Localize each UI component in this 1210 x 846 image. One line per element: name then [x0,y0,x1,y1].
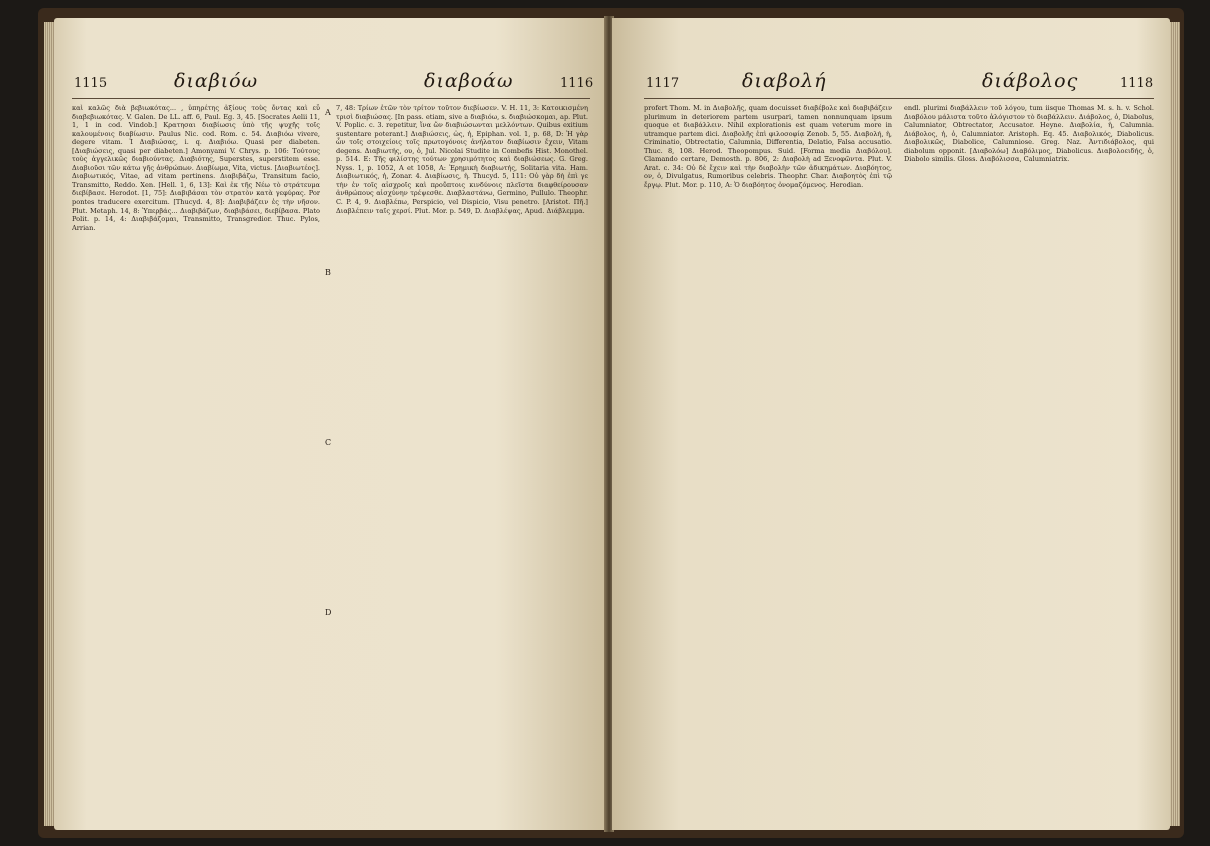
right-page-header [612,70,1170,96]
page-number-1115: 1115 [74,76,108,91]
right-page-column-a: profert Thom. M. in Διαβολῆς, quam docuisset διαβέβολε καὶ διαβιβάζειν plurimum in deteriorem partem usurpari, tamen nonnunquam ipsum quoque et διαβάλλειν. Nihil explorationis est quam veterum more in utramque partem dici. Διαβολῆς ἐπὶ φιλοσοφίᾳ Zenob. 5, 55. Διαβολή, ἡ, Criminatio, Obtrectatio, Calumnia, Differentia, Delatio, Falsa accusatio. Thuc. 8, 108. Herod. Theopompus. Suid. [Forma media Διαβόλου]. Clamando certare, Demosth. p. 806, 2: Διαβολὴ ad Ξενοφῶντα. Plut. V. Arat. c. 34: Οὐ δὲ ἔχειν καὶ τὴν διαβολὴν τῶν ἀδικημάτων. Διαβόητος, ον, ὁ, Divulgatus, Rumoribus celebris. Theophr. Char. Διαβοητὸς ἐπὶ τῷ ἔργῳ. Plut. Mor. p. 110, A: Ὁ διαβόητος ὀνομαζόμενος. Herodian. [644,104,892,189]
page-edges-left [44,22,54,826]
left-page-column-b: 7, 48: Τρίων ἐτῶν τὸν τρίτον τοῦτον διεβίωσεν. V. H. 11, 3: Κατοικισμένη τρισὶ διαβιώσας. [In pass. etiam, sive a διαβιόω, s. διαβιώσκομαι, ap. Plut. V. Poplic. c. 3. repetitur, ἵνα ὤν διαβιώσωνται μελλόντων. Quibus exitium sustentare poterant.] Διαβιώσεις, ὡς, ἡ, Epiphan. vol. 1, p. 68, D: Ἡ γὰρ ὧν τοῖς στοιχείοις τοῖς πρωτογόνοις ἀνήλατον διαβίωσιν ἔχειν, Vitam degens. Διαβιωτής, ου, ὁ, Jul. Nicolai Studite in Combefis Hist. Monothel. p. 514. E: Τῆς φιλίστης τούτων χρησιμότητος καὶ διαβιώσεως. G. Greg. Nyss. 1, p. 1052, A et 1058, A: Ἐρημικὴ διαβιωτής, Solitaria vita. Ham. Διαβιωτικός, ἡ, Zonar. 4. Διαβίωσις, ἡ. Thucyd. 5, 111: Οὐ γὰρ δὴ ἐπὶ γε τὴν ἐν τοῖς αἰσχροῖς καὶ προὔπτοις κινδύνοις πλεῖστα διαφθείρουσαν ἀνθρώπους αἰσχύνην τρέψεσθε. Διαβλαστάνω, Germino, Pullulo. Theophr. C. P. 4, 9. Διαβλέπω, Perspicio, vel Dispicio, Visu penetro. [Aristot. Πῆ.] Διαβλέπειν ταῖς χερσί. Plut. Mor. p. 549, D. Διαβλέψας, Apud. Διάβλεμμα. [336,104,588,215]
running-headword-right: διαβοάω [424,70,514,92]
open-book [38,8,1184,838]
running-headword-left: διαβιόω [174,70,259,92]
header-rule [644,98,1154,99]
margin-letter-d: D [325,608,332,617]
margin-letter-a: A [325,108,331,117]
running-headword-left: διαβολή [742,70,827,92]
margin-letter-b: B [325,268,331,277]
page-edges-right [1170,22,1180,826]
left-page [54,18,606,830]
margin-letter-c: C [325,438,332,447]
right-page-column-b: endl. plurimi διαβάλλειν τοῦ λόγου, tum iisque Thomas M. s. h. v. Schol. Διαβόλου μάλιστα τοῦτο ἀλόγιστον τὸ διαβάλλειν. Διάβολος, ὁ, Diabolus, Calumniator, Obtrectator, Accusator. Heyne. Διαβολία, ἡ, Calumnia. Διάβολος, ἡ, ὁ, Calumniator. Aristoph. Eq. 45. Διαβολικός, Diabolicus. Διαβολικῶς, Diabolice, Calumniose. Greg. Naz. Ἀντιδιάβολος, qui diabolum opponit. [Διαβολόω] Διαβόλιμος, Diabolicus. Διαβολοειδής, ὁ, Diabolo similis. Gloss. Διαβόλισσα, Calumniatrix. [904,104,1154,164]
left-page-column-a: καὶ καλῶς διὰ βεβιωκότας... , ὑπηρέτης ἀξίους τοὺς ὄντας καὶ εὖ διαβεβιωκότας. V. Galen. De LL. aff. 6, Paul. Eg. 3, 45. [Socrates Aelii 11, 1, 1 in cod. Vindob.] Κρατησαι διαβίωσις ὑπὸ τῆς ψυχῆς τοῖς καλουμένοις διαβίωσιν. Paulus Nic. cod. Rom. c. 54. Διαβιόω vivere, degere vitam. Ἰ Διαβιώσας, i. q. Διαβιόω. Quasi per diabeten. [Διαβιώσεις, quasi per diabeten.] Amonyami V. Chrys. p. 106: Τούτους τοὺς ἀγγελικῶς διαβιούντας. Διαβιότης, Superstes, superstitem esse. Διαβιοῦσι τῶν κάτω γῆς ἀνθρώπων. Διαβίωμα, Vita, victus. [Διαβιωτέος]. Διαβιωτικός, Vitae, ad vitam pertinens. Διαβιβάζω, Transitum facio, Transmitto, Reddo. Xen. [Hell. 1, 6, 13]: Καὶ ἐκ τῆς Νέω τὸ στράτευμα διεβίβασε. Herodot. [1, 75]: Διαβιβάσαι τὸν στρατὸν κατὰ γεφύρας. Por pontes traducere exercitum. [Thucyd. 4, 8]: Διαβιβάζειν ἐς τὴν νῆσον. Plut. Metaph. 14, 8: Ὑπερβάς... Διαβιβάζων, διαβιβάσει, διεβίβασα. Plato Polit. p. 14, 4: Διαβιβάζομαι, Transmitto, Transgredior. Thuc. Pylos, Arrian. [72,104,320,232]
running-headword-right: διάβολος [982,70,1079,92]
right-page [612,18,1170,830]
left-page-header [54,70,606,96]
header-rule [72,98,590,99]
page-number-1117: 1117 [646,76,680,91]
page-number-1118: 1118 [1120,76,1154,91]
page-number-1116: 1116 [560,76,594,91]
